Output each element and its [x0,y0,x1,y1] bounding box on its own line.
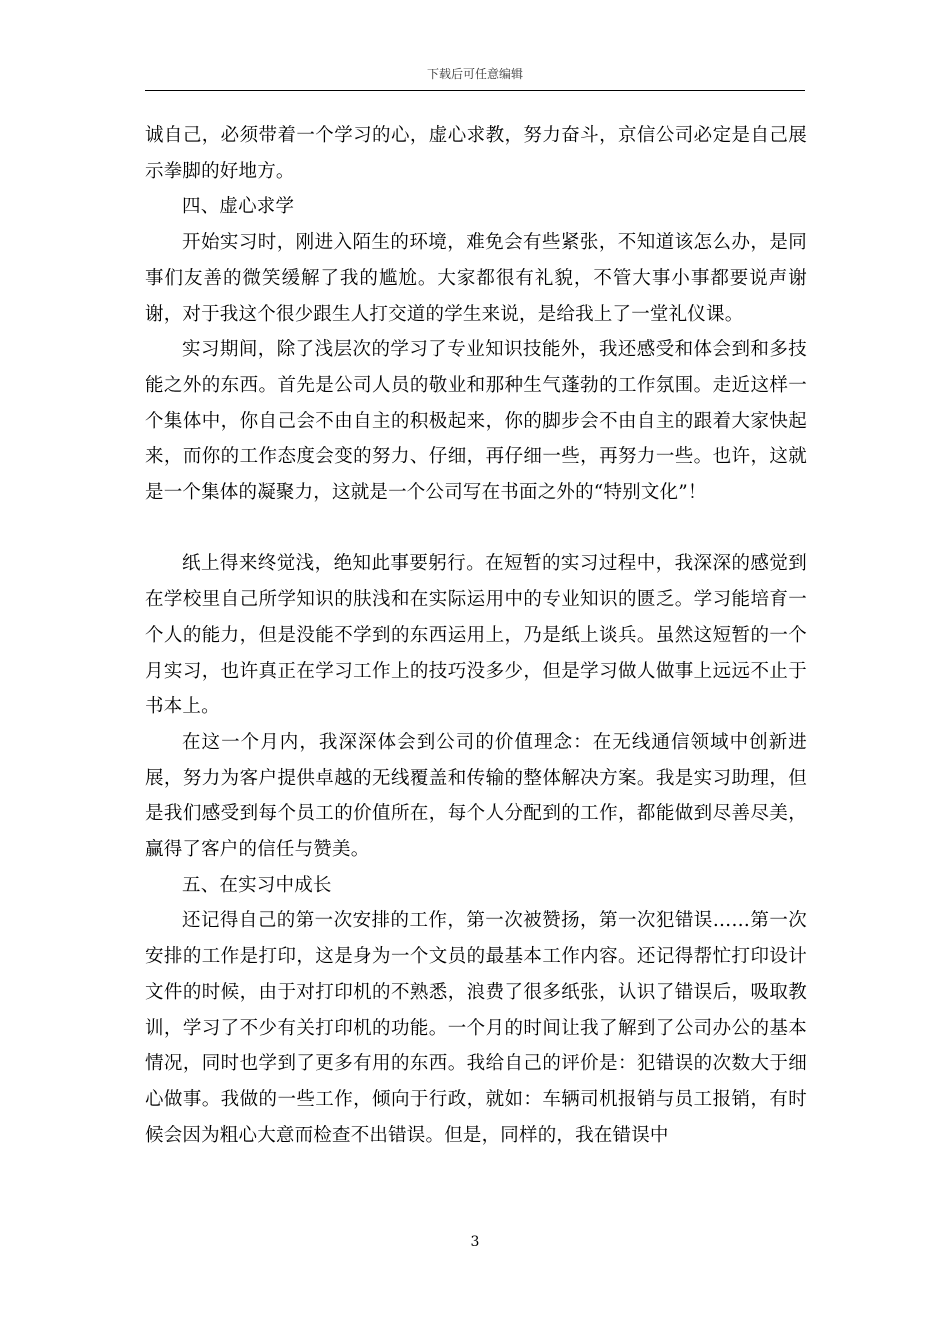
paragraph: 在这一个月内，我深深体会到公司的价值理念：在无线通信领域中创新进展，努力为客户提供卓越的无线覆盖和传输的整体解决方案。我是实习助理，但是我们感受到每个员工的价值所在，每个人分配到的工作，都能做到尽善尽美，赢得了客户的信任与赞美。 [145,731,807,861]
paragraph: 开始实习时，刚进入陌生的环境，难免会有些紧张，不知道该怎么办，是同事们友善的微笑缓解了我的尴尬。大家都很有礼貌，不管大事小事都要说声谢谢，对于我这个很少跟生人打交道的学生来说，是给我上了一堂礼仪课。 [145,232,807,325]
section-heading-5: 五、在实习中成长 [182,874,332,896]
paragraph: 纸上得来终觉浅，绝知此事要躬行。在短暂的实习过程中，我深深的感觉到在学校里自己所学知识的肤浅和在实际运用中的专业知识的匮乏。学习能培育一个人的能力，但是没能不学到的东西运用上，乃是纸上谈兵。虽然这短暂的一个月实习，也许真正在学习工作上的技巧没多少，但是学习做人做事上远远不止于书本上。 [145,553,807,718]
header-divider [145,90,805,91]
paragraph: 还记得自己的第一次安排的工作，第一次被赞扬，第一次犯错误……第一次安排的工作是打印，这是身为一个文员的最基本工作内容。还记得帮忙打印设计文件的时候，由于对打印机的不熟悉，浪费了很多纸张，认识了错误后，吸取教训，学习了不少有关打印机的功能。一个月的时间让我了解到了公司办公的基本情况，同时也学到了更多有用的东西。我给自己的评价是：犯错误的次数大于细心做事。我做的一些工作，倾向于行政，就如：车辆司机报销与员工报销，有时候会因为粗心大意而检查不出错误。但是，同样的，我在错误中 [145,910,807,1146]
paragraph: 实习期间，除了浅层次的学习了专业知识技能外，我还感受和体会到和多技能之外的东西。首先是公司人员的敬业和那种生气蓬勃的工作氛围。走近这样一个集体中，你自己会不由自主的积极起来，你的脚步会不由自主的跟着大家快起来，而你的工作态度会变的努力、仔细，再仔细一些，再努力一些。也许，这就是一个集体的凝聚力，这就是一个公司写在书面之外的“特别文化”！ [145,339,807,504]
paragraph-continuation: 诚自己，必须带着一个学习的心，虚心求教，努力奋斗，京信公司必定是自己展示拳脚的好地方。 [145,125,807,182]
page-header: 下载后可任意编辑 [426,67,523,81]
document-body [145,118,807,1153]
page-number: 3 [470,1234,480,1250]
section-heading-4: 四、虚心求学 [182,196,295,218]
